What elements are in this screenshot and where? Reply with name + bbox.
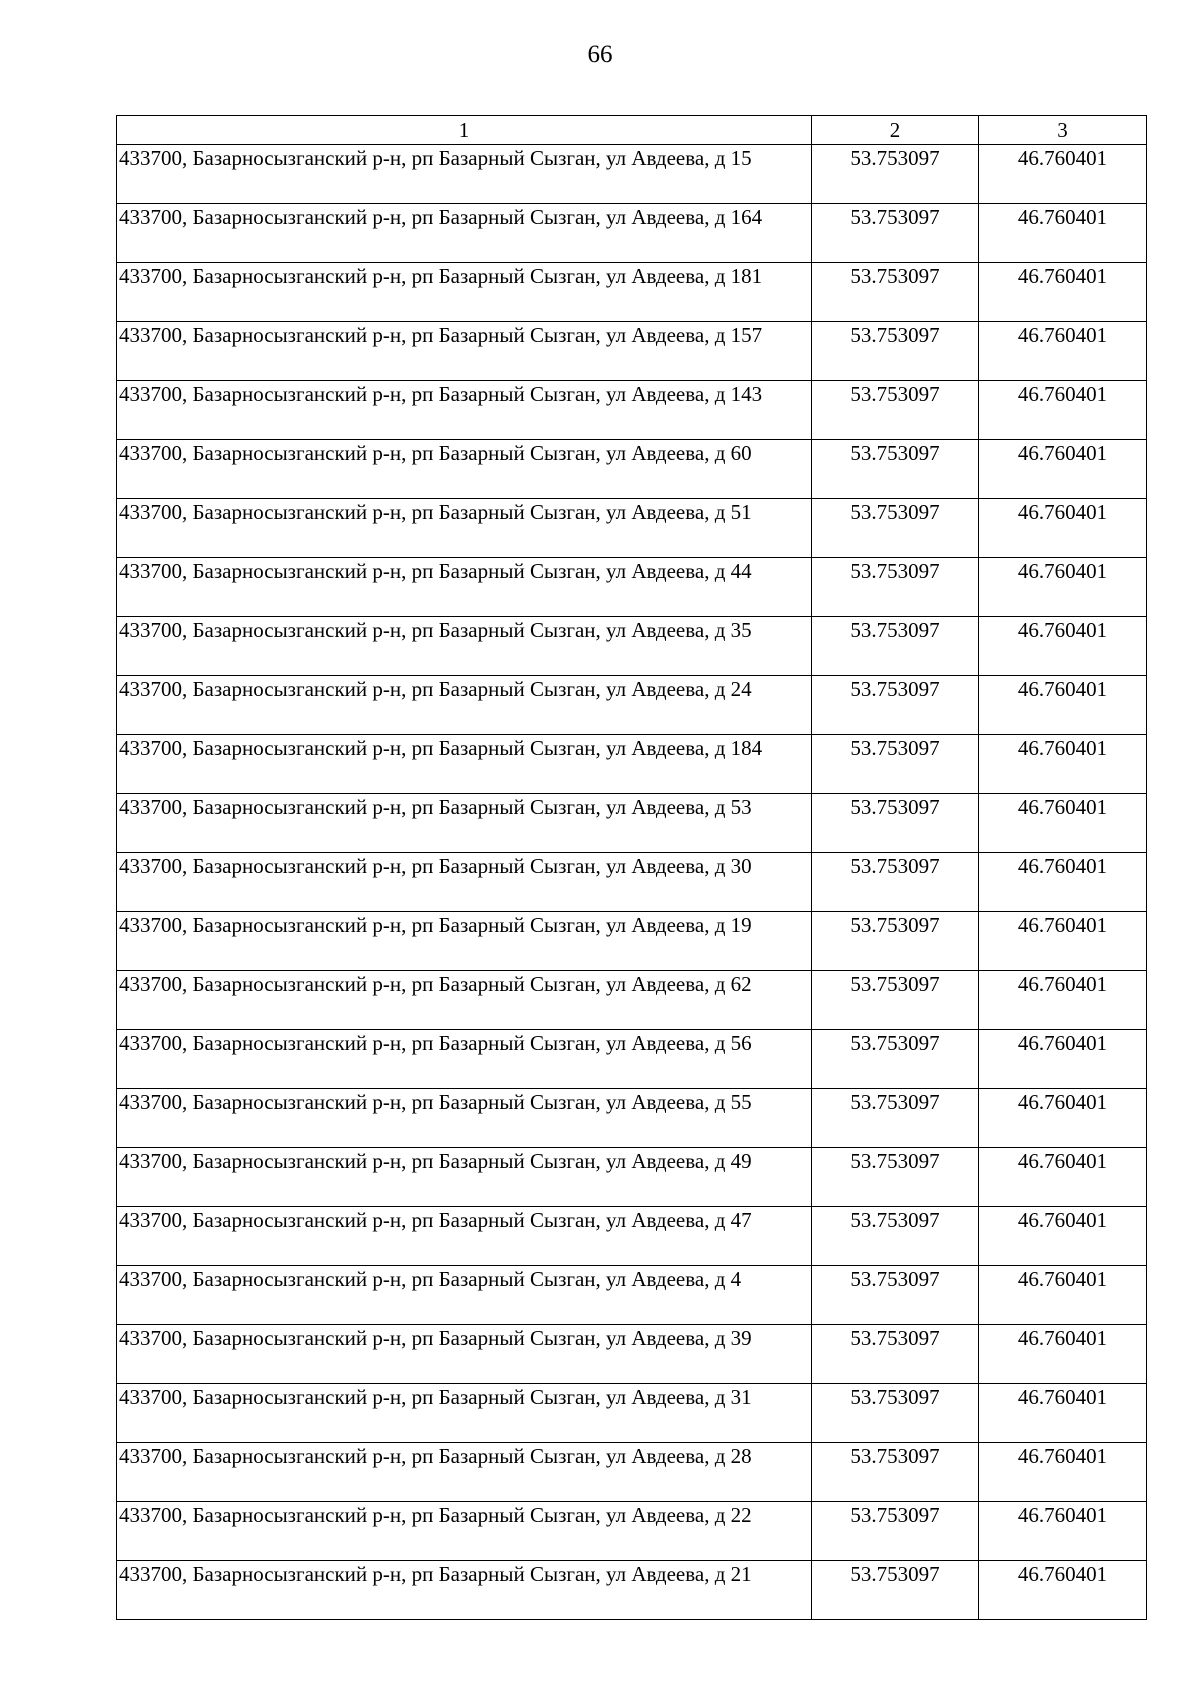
latitude-cell: 53.753097 [812, 1148, 979, 1207]
column-header-2: 2 [812, 116, 979, 145]
longitude-cell: 46.760401 [979, 558, 1147, 617]
latitude-cell: 53.753097 [812, 676, 979, 735]
latitude-cell: 53.753097 [812, 1207, 979, 1266]
table-row [117, 204, 1147, 263]
address-cell: 433700, Базарносызганский р-н, рп Базарный Сызган, ул Авдеева, д 181 [117, 263, 812, 322]
latitude-cell: 53.753097 [812, 263, 979, 322]
longitude-cell: 46.760401 [979, 263, 1147, 322]
table-row [117, 1207, 1147, 1266]
longitude-cell: 46.760401 [979, 1325, 1147, 1384]
page-number: 66 [587, 41, 613, 68]
table-row [117, 322, 1147, 381]
latitude-cell: 53.753097 [812, 971, 979, 1030]
address-cell: 433700, Базарносызганский р-н, рп Базарный Сызган, ул Авдеева, д 30 [117, 853, 812, 912]
longitude-cell: 46.760401 [979, 1384, 1147, 1443]
table-row [117, 1030, 1147, 1089]
address-cell: 433700, Базарносызганский р-н, рп Базарный Сызган, ул Авдеева, д 24 [117, 676, 812, 735]
longitude-cell: 46.760401 [979, 145, 1147, 204]
table-row [117, 676, 1147, 735]
address-cell: 433700, Базарносызганский р-н, рп Базарный Сызган, ул Авдеева, д 164 [117, 204, 812, 263]
address-cell: 433700, Базарносызганский р-н, рп Базарный Сызган, ул Авдеева, д 157 [117, 322, 812, 381]
longitude-cell: 46.760401 [979, 794, 1147, 853]
table-row [117, 912, 1147, 971]
address-cell: 433700, Базарносызганский р-н, рп Базарный Сызган, ул Авдеева, д 44 [117, 558, 812, 617]
longitude-cell: 46.760401 [979, 322, 1147, 381]
address-cell: 433700, Базарносызганский р-н, рп Базарный Сызган, ул Авдеева, д 22 [117, 1502, 812, 1561]
address-cell: 433700, Базарносызганский р-н, рп Базарный Сызган, ул Авдеева, д 47 [117, 1207, 812, 1266]
address-cell: 433700, Базарносызганский р-н, рп Базарный Сызган, ул Авдеева, д 62 [117, 971, 812, 1030]
table-row [117, 971, 1147, 1030]
longitude-cell: 46.760401 [979, 1207, 1147, 1266]
longitude-cell: 46.760401 [979, 381, 1147, 440]
longitude-cell: 46.760401 [979, 676, 1147, 735]
table-row [117, 853, 1147, 912]
latitude-cell: 53.753097 [812, 1325, 979, 1384]
longitude-cell: 46.760401 [979, 1443, 1147, 1502]
longitude-cell: 46.760401 [979, 1089, 1147, 1148]
longitude-cell: 46.760401 [979, 971, 1147, 1030]
address-cell: 433700, Базарносызганский р-н, рп Базарный Сызган, ул Авдеева, д 60 [117, 440, 812, 499]
address-cell: 433700, Базарносызганский р-н, рп Базарный Сызган, ул Авдеева, д 49 [117, 1148, 812, 1207]
column-header-3: 3 [979, 116, 1147, 145]
address-cell: 433700, Базарносызганский р-н, рп Базарный Сызган, ул Авдеева, д 53 [117, 794, 812, 853]
latitude-cell: 53.753097 [812, 912, 979, 971]
address-cell: 433700, Базарносызганский р-н, рп Базарный Сызган, ул Авдеева, д 51 [117, 499, 812, 558]
latitude-cell: 53.753097 [812, 440, 979, 499]
address-cell: 433700, Базарносызганский р-н, рп Базарный Сызган, ул Авдеева, д 56 [117, 1030, 812, 1089]
longitude-cell: 46.760401 [979, 499, 1147, 558]
address-cell: 433700, Базарносызганский р-н, рп Базарный Сызган, ул Авдеева, д 19 [117, 912, 812, 971]
latitude-cell: 53.753097 [812, 1089, 979, 1148]
table-row [117, 558, 1147, 617]
latitude-cell: 53.753097 [812, 145, 979, 204]
table-row [117, 1148, 1147, 1207]
address-cell: 433700, Базарносызганский р-н, рп Базарный Сызган, ул Авдеева, д 184 [117, 735, 812, 794]
table-row [117, 1089, 1147, 1148]
latitude-cell: 53.753097 [812, 794, 979, 853]
address-cell: 433700, Базарносызганский р-н, рп Базарный Сызган, ул Авдеева, д 55 [117, 1089, 812, 1148]
latitude-cell: 53.753097 [812, 322, 979, 381]
table-row [117, 1325, 1147, 1384]
longitude-cell: 46.760401 [979, 853, 1147, 912]
table-row [117, 617, 1147, 676]
table-row [117, 499, 1147, 558]
latitude-cell: 53.753097 [812, 1561, 979, 1620]
longitude-cell: 46.760401 [979, 1030, 1147, 1089]
longitude-cell: 46.760401 [979, 1561, 1147, 1620]
address-cell: 433700, Базарносызганский р-н, рп Базарный Сызган, ул Авдеева, д 143 [117, 381, 812, 440]
table-row [117, 1561, 1147, 1620]
latitude-cell: 53.753097 [812, 735, 979, 794]
latitude-cell: 53.753097 [812, 617, 979, 676]
latitude-cell: 53.753097 [812, 1266, 979, 1325]
latitude-cell: 53.753097 [812, 558, 979, 617]
latitude-cell: 53.753097 [812, 1443, 979, 1502]
table-row [117, 735, 1147, 794]
longitude-cell: 46.760401 [979, 617, 1147, 676]
address-cell: 433700, Базарносызганский р-н, рп Базарный Сызган, ул Авдеева, д 21 [117, 1561, 812, 1620]
table-row [117, 1502, 1147, 1561]
address-cell: 433700, Базарносызганский р-н, рп Базарный Сызган, ул Авдеева, д 35 [117, 617, 812, 676]
table-row [117, 440, 1147, 499]
longitude-cell: 46.760401 [979, 735, 1147, 794]
address-cell: 433700, Базарносызганский р-н, рп Базарный Сызган, ул Авдеева, д 31 [117, 1384, 812, 1443]
address-coordinates-table [116, 115, 1147, 1620]
table-row [117, 381, 1147, 440]
column-header-1: 1 [117, 116, 812, 145]
table-row [117, 263, 1147, 322]
address-cell: 433700, Базарносызганский р-н, рп Базарный Сызган, ул Авдеева, д 39 [117, 1325, 812, 1384]
latitude-cell: 53.753097 [812, 853, 979, 912]
longitude-cell: 46.760401 [979, 1502, 1147, 1561]
latitude-cell: 53.753097 [812, 1384, 979, 1443]
latitude-cell: 53.753097 [812, 1502, 979, 1561]
table-row [117, 794, 1147, 853]
table-row [117, 1443, 1147, 1502]
address-cell: 433700, Базарносызганский р-н, рп Базарный Сызган, ул Авдеева, д 28 [117, 1443, 812, 1502]
header-row [117, 116, 1147, 145]
latitude-cell: 53.753097 [812, 1030, 979, 1089]
longitude-cell: 46.760401 [979, 912, 1147, 971]
table-row [117, 1384, 1147, 1443]
table-row [117, 1266, 1147, 1325]
table-row [117, 145, 1147, 204]
longitude-cell: 46.760401 [979, 1266, 1147, 1325]
longitude-cell: 46.760401 [979, 204, 1147, 263]
address-cell: 433700, Базарносызганский р-н, рп Базарный Сызган, ул Авдеева, д 15 [117, 145, 812, 204]
longitude-cell: 46.760401 [979, 440, 1147, 499]
latitude-cell: 53.753097 [812, 499, 979, 558]
table-body [117, 145, 1147, 1620]
latitude-cell: 53.753097 [812, 204, 979, 263]
latitude-cell: 53.753097 [812, 381, 979, 440]
longitude-cell: 46.760401 [979, 1148, 1147, 1207]
address-cell: 433700, Базарносызганский р-н, рп Базарный Сызган, ул Авдеева, д 4 [117, 1266, 812, 1325]
table-header [117, 116, 1147, 145]
